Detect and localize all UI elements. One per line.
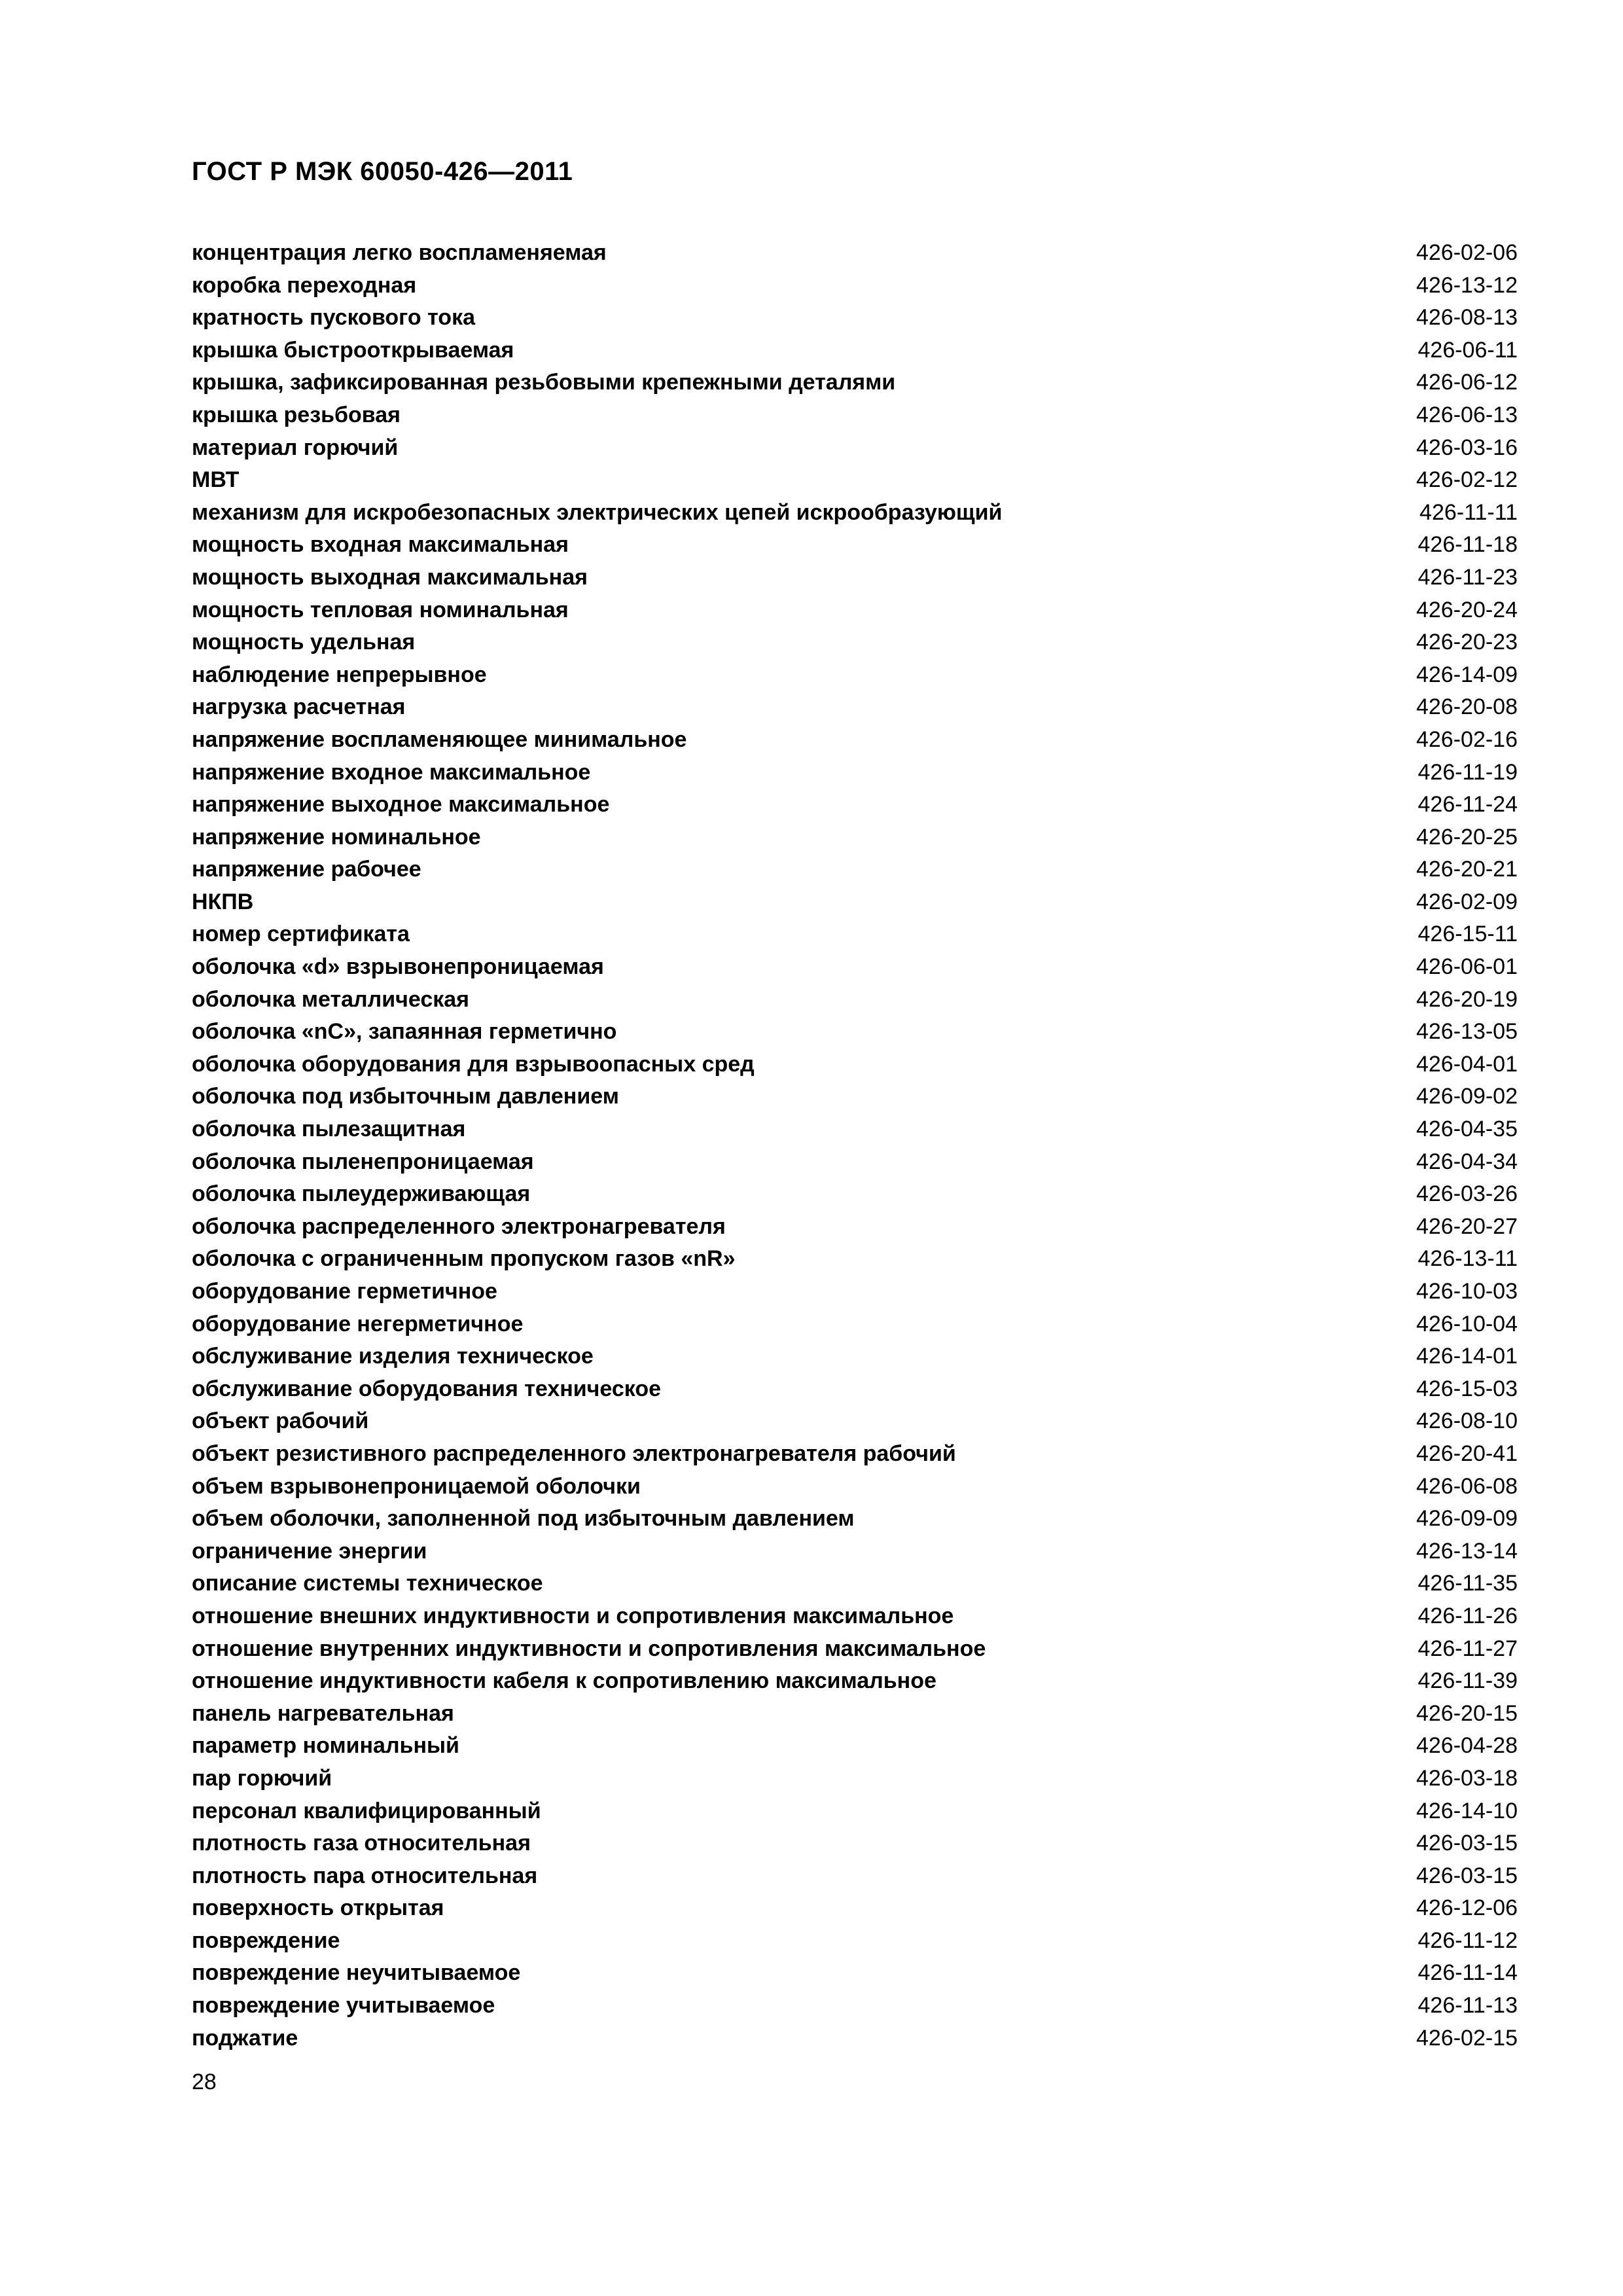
- index-entry-code: 426-20-08: [1416, 694, 1518, 720]
- index-entry-code: 426-06-01: [1416, 954, 1518, 980]
- index-entry-row: [192, 1081, 1518, 1113]
- index-entry-code: 426-02-16: [1416, 726, 1518, 752]
- index-entry-row: [192, 1698, 1518, 1731]
- index-entry-row: [192, 1146, 1518, 1179]
- index-entry-row: [192, 659, 1518, 692]
- index-entry-term: поверхность открытая: [192, 1895, 444, 1921]
- index-entry-row: [192, 1535, 1518, 1568]
- index-entry-term: отношение внутренних индуктивности и сопротивления максимальное: [192, 1636, 986, 1661]
- index-entry-row: [192, 724, 1518, 757]
- index-entry-code: 426-03-16: [1416, 435, 1518, 460]
- index-entry-code: 426-11-23: [1418, 564, 1518, 590]
- index-entry-code: 426-04-35: [1416, 1117, 1518, 1142]
- index-entry-term: оболочка оборудования для взрывоопасных сред: [192, 1051, 755, 1077]
- index-entry-row: [192, 1438, 1518, 1471]
- index-entry-code: 426-03-26: [1416, 1181, 1518, 1207]
- index-entry-code: 426-11-19: [1418, 759, 1518, 785]
- index-entry-code: 426-06-13: [1416, 402, 1518, 427]
- index-entry-code: 426-13-14: [1416, 1538, 1518, 1564]
- index-entry-term: материал горючий: [192, 435, 399, 460]
- index-entry-row: [192, 1892, 1518, 1925]
- index-entry-code: 426-04-34: [1416, 1149, 1518, 1174]
- index-entry-row: [192, 594, 1518, 627]
- index-entry-term: НКПВ: [192, 889, 254, 914]
- index-entry-row: [192, 918, 1518, 951]
- index-entry-term: концентрация легко воспламеняемая: [192, 240, 607, 265]
- index-entry-row: [192, 1340, 1518, 1373]
- index-entry-row: [192, 1860, 1518, 1893]
- index-entry-row: [192, 886, 1518, 919]
- index-entry-row: [192, 270, 1518, 302]
- index-entry-term: напряжение номинальное: [192, 824, 481, 850]
- index-entry-code: 426-09-09: [1416, 1506, 1518, 1532]
- index-entry-term: коробка переходная: [192, 272, 417, 298]
- index-entry-term: персонал квалифицированный: [192, 1798, 541, 1823]
- index-entry-term: повреждение: [192, 1928, 340, 1953]
- index-entry-row: [192, 1633, 1518, 1666]
- index-entry-code: 426-13-11: [1418, 1246, 1518, 1272]
- index-entry-code: 426-14-01: [1416, 1344, 1518, 1369]
- index-entry-code: 426-14-09: [1416, 662, 1518, 687]
- index-entry-term: повреждение учитываемое: [192, 1993, 495, 2018]
- index-entry-term: мощность тепловая номинальная: [192, 597, 569, 622]
- index-entry-row: [192, 529, 1518, 562]
- index-entry-code: 426-06-11: [1418, 337, 1518, 363]
- index-entry-row: [192, 497, 1518, 529]
- index-entry-row: [192, 399, 1518, 432]
- index-entry-term: напряжение входное максимальное: [192, 759, 591, 785]
- index-entry-term: панель нагревательная: [192, 1700, 454, 1726]
- index-entry-term: описание системы техническое: [192, 1571, 543, 1596]
- index-entry-row: [192, 1827, 1518, 1860]
- index-entry-row: [192, 1600, 1518, 1633]
- index-entry-row: [192, 853, 1518, 886]
- index-entry-code: 426-06-08: [1416, 1473, 1518, 1499]
- index-entry-row: [192, 302, 1518, 334]
- index-entry-code: 426-15-03: [1416, 1376, 1518, 1401]
- index-entry-row: [192, 1049, 1518, 1081]
- page-number: 28: [192, 2070, 217, 2094]
- index-entry-code: 426-02-06: [1416, 240, 1518, 265]
- index-entry-code: 426-11-27: [1418, 1636, 1518, 1661]
- index-entry-row: [192, 1016, 1518, 1049]
- index-entry-term: крышка быстрооткрываемая: [192, 337, 514, 363]
- index-entry-term: оболочка «d» взрывонепроницаемая: [192, 954, 604, 980]
- index-entry-code: 426-20-41: [1416, 1441, 1518, 1466]
- index-entry-row: [192, 1405, 1518, 1438]
- index-entry-row: [192, 334, 1518, 367]
- index-entry-term: МВТ: [192, 467, 240, 493]
- index-entry-term: отношение внешних индуктивности и сопротивления максимальное: [192, 1603, 954, 1628]
- index-entry-code: 426-03-18: [1416, 1765, 1518, 1791]
- index-entry-code: 426-13-12: [1416, 272, 1518, 298]
- index-entry-row: [192, 1925, 1518, 1958]
- index-entry-row: [192, 821, 1518, 854]
- index-entry-code: 426-20-15: [1416, 1700, 1518, 1726]
- index-entry-row: [192, 1957, 1518, 1990]
- index-entry-code: 426-14-10: [1416, 1798, 1518, 1823]
- document-header-title: ГОСТ Р МЭК 60050-426—2011: [192, 157, 573, 186]
- index-entry-term: мощность удельная: [192, 630, 416, 655]
- index-entry-term: оболочка пылезащитная: [192, 1117, 466, 1142]
- index-entry-term: объем взрывонепроницаемой оболочки: [192, 1473, 641, 1499]
- index-entry-code: 426-20-27: [1416, 1213, 1518, 1239]
- index-entry-row: [192, 691, 1518, 724]
- index-entry-term: отношение индуктивности кабеля к сопротивлению максимальное: [192, 1668, 936, 1694]
- index-entry-code: 426-20-19: [1416, 986, 1518, 1012]
- index-entry-row: [192, 757, 1518, 789]
- index-entry-row: [192, 626, 1518, 659]
- index-entry-row: [192, 1568, 1518, 1600]
- index-entry-row: [192, 1763, 1518, 1795]
- index-entry-term: объект рабочий: [192, 1408, 369, 1434]
- index-entry-term: оболочка с ограниченным пропуском газов «nR»: [192, 1246, 736, 1272]
- index-entry-code: 426-11-39: [1418, 1668, 1518, 1694]
- index-entry-row: [192, 464, 1518, 497]
- index-entry-row: [192, 432, 1518, 465]
- index-entry-row: [192, 1503, 1518, 1535]
- index-entry-term: поджатие: [192, 2025, 298, 2051]
- index-entry-term: объем оболочки, заполненной под избыточным давлением: [192, 1506, 855, 1532]
- index-entry-row: [192, 1276, 1518, 1308]
- index-entry-code: 426-12-06: [1416, 1895, 1518, 1921]
- index-entry-code: 426-10-03: [1416, 1279, 1518, 1304]
- index-entry-code: 426-11-24: [1418, 792, 1518, 817]
- index-entry-code: 426-20-21: [1416, 857, 1518, 882]
- index-entry-row: [192, 1373, 1518, 1406]
- index-entry-row: [192, 562, 1518, 594]
- index-entry-term: крышка резьбовая: [192, 402, 401, 427]
- index-entry-row: [192, 1308, 1518, 1341]
- index-entry-code: 426-08-10: [1416, 1408, 1518, 1434]
- index-entry-code: 426-11-35: [1418, 1571, 1518, 1596]
- index-entry-row: [192, 1243, 1518, 1276]
- index-entry-term: мощность выходная максимальная: [192, 564, 588, 590]
- index-entry-row: [192, 237, 1518, 270]
- index-entry-code: 426-03-15: [1416, 1831, 1518, 1856]
- index-entry-row: [192, 1665, 1518, 1698]
- index-entry-row: [192, 1730, 1518, 1763]
- index-entry-term: плотность пара относительная: [192, 1863, 538, 1888]
- index-entry-row: [192, 1471, 1518, 1503]
- index-entry-term: оболочка «nC», запаянная герметично: [192, 1019, 617, 1045]
- term-index-list: [192, 237, 1518, 2054]
- index-entry-code: 426-02-12: [1416, 467, 1518, 493]
- index-entry-row: [192, 367, 1518, 399]
- index-entry-code: 426-11-26: [1418, 1603, 1518, 1628]
- index-entry-code: 426-08-13: [1416, 305, 1518, 331]
- index-entry-term: крышка, зафиксированная резьбовыми крепежными деталями: [192, 370, 896, 395]
- index-entry-term: оборудование негерметичное: [192, 1311, 524, 1336]
- index-entry-term: плотность газа относительная: [192, 1831, 531, 1856]
- index-entry-code: 426-11-13: [1418, 1993, 1518, 2018]
- index-entry-row: [192, 1113, 1518, 1146]
- index-entry-term: кратность пускового тока: [192, 305, 476, 331]
- index-entry-term: пар горючий: [192, 1765, 332, 1791]
- index-entry-code: 426-03-15: [1416, 1863, 1518, 1888]
- index-entry-row: [192, 951, 1518, 984]
- index-entry-term: напряжение воспламеняющее минимальное: [192, 726, 687, 752]
- index-entry-term: наблюдение непрерывное: [192, 662, 487, 687]
- index-entry-row: [192, 1211, 1518, 1244]
- index-entry-term: мощность входная максимальная: [192, 532, 569, 558]
- index-entry-code: 426-04-01: [1416, 1051, 1518, 1077]
- index-entry-term: оболочка пылеудерживающая: [192, 1181, 531, 1207]
- index-entry-code: 426-09-02: [1416, 1084, 1518, 1109]
- index-entry-code: 426-20-23: [1416, 630, 1518, 655]
- index-entry-term: напряжение выходное максимальное: [192, 792, 610, 817]
- index-entry-term: оборудование герметичное: [192, 1279, 497, 1304]
- index-entry-term: повреждение неучитываемое: [192, 1960, 521, 1986]
- index-entry-row: [192, 984, 1518, 1016]
- index-entry-code: 426-15-11: [1418, 922, 1518, 947]
- index-entry-term: оболочка распределенного электронагревателя: [192, 1213, 726, 1239]
- index-entry-row: [192, 2022, 1518, 2055]
- index-entry-code: 426-11-14: [1418, 1960, 1518, 1986]
- index-entry-code: 426-02-09: [1416, 889, 1518, 914]
- index-entry-term: ограничение энергии: [192, 1538, 427, 1564]
- index-entry-code: 426-06-12: [1416, 370, 1518, 395]
- index-entry-term: объект резистивного распределенного электронагревателя рабочий: [192, 1441, 956, 1466]
- index-entry-code: 426-11-11: [1419, 499, 1518, 525]
- index-entry-code: 426-11-18: [1418, 532, 1518, 558]
- index-entry-code: 426-13-05: [1416, 1019, 1518, 1045]
- index-entry-row: [192, 1795, 1518, 1828]
- index-entry-code: 426-04-28: [1416, 1733, 1518, 1759]
- index-entry-code: 426-10-04: [1416, 1311, 1518, 1336]
- index-entry-code: 426-20-25: [1416, 824, 1518, 850]
- index-entry-code: 426-02-15: [1416, 2025, 1518, 2051]
- index-entry-term: оболочка под избыточным давлением: [192, 1084, 619, 1109]
- index-entry-row: [192, 1178, 1518, 1211]
- index-entry-term: обслуживание изделия техническое: [192, 1344, 594, 1369]
- index-entry-row: [192, 789, 1518, 821]
- index-entry-code: 426-11-12: [1418, 1928, 1518, 1953]
- index-entry-term: оболочка пыленепроницаемая: [192, 1149, 534, 1174]
- index-entry-term: обслуживание оборудования техническое: [192, 1376, 662, 1401]
- index-entry-term: номер сертификата: [192, 922, 410, 947]
- index-entry-row: [192, 1990, 1518, 2022]
- index-entry-term: нагрузка расчетная: [192, 694, 406, 720]
- index-entry-term: параметр номинальный: [192, 1733, 459, 1759]
- index-entry-code: 426-20-24: [1416, 597, 1518, 622]
- index-entry-term: механизм для искробезопасных электрических цепей искрообразующий: [192, 499, 1003, 525]
- index-entry-term: напряжение рабочее: [192, 857, 421, 882]
- index-entry-term: оболочка металлическая: [192, 986, 470, 1012]
